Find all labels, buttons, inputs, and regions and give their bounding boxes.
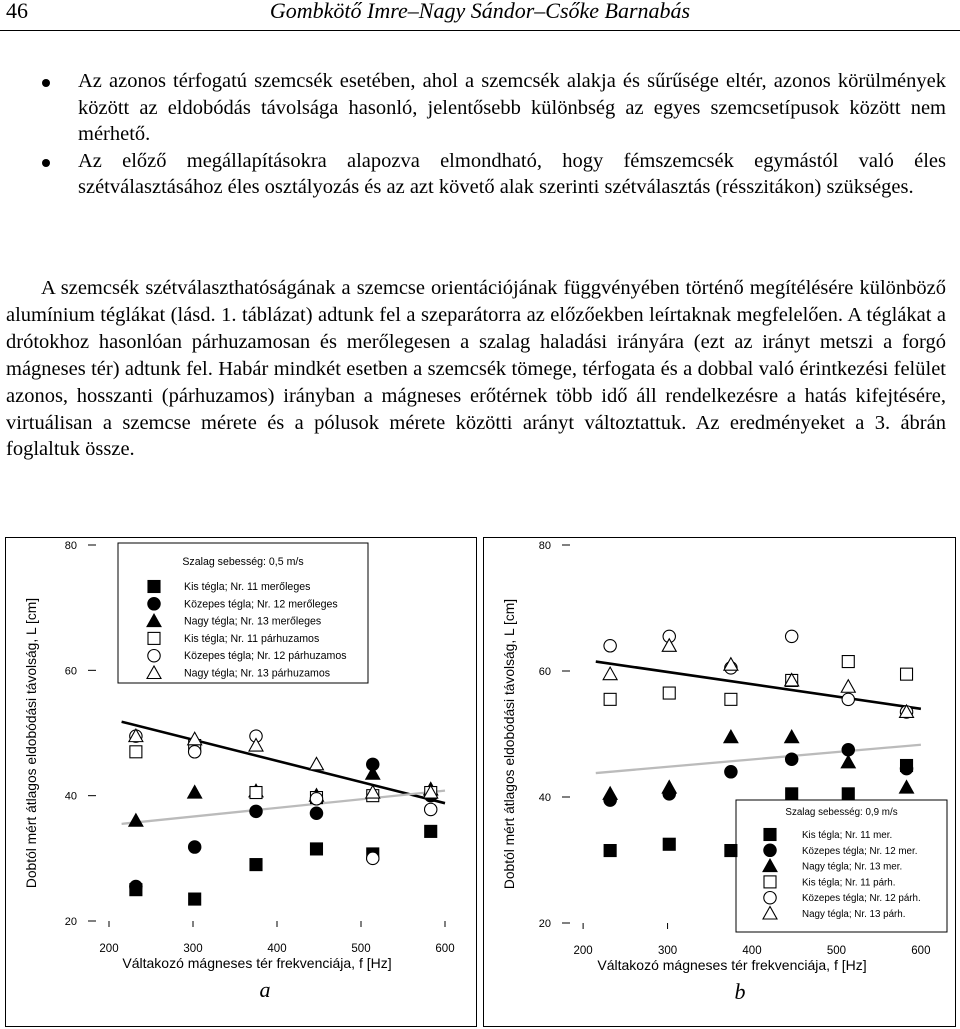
chart-b (484, 538, 955, 1026)
legend-filled-square-icon (148, 581, 160, 593)
x-axis-label: Váltakozó mágneses tér frekvenciája, f [Hz] (122, 955, 392, 971)
bullet-text: Az azonos térfogatú szemcsék esetében, ahol a szemcsék alakja és sűrűsége eltér, azonos körülmények között az eldobódás távolsága hasonló, jelentősebb különbség az egyes szemcsetípusok között nem mérhető. (78, 70, 946, 146)
x-tick-label: 200 (573, 945, 593, 957)
data-point (663, 838, 675, 850)
y-tick-label: 80 (64, 540, 77, 552)
chart-a (6, 538, 476, 1026)
data-point (250, 859, 262, 871)
data-point (842, 788, 854, 800)
data-point (188, 841, 200, 853)
y-tick-label: 20 (64, 916, 77, 928)
bullet-list (40, 68, 946, 201)
data-point (129, 814, 143, 827)
y-tick-label: 20 (538, 918, 551, 930)
trend-line (596, 745, 921, 773)
legend-open-square-icon (764, 876, 776, 888)
legend-entry: Nagy tégla; Nr. 13 mer. (802, 861, 903, 873)
x-tick-label: 300 (657, 945, 678, 957)
data-point (725, 845, 737, 857)
data-point (785, 753, 797, 765)
legend-entry: Nagy tégla; Nr. 13 párhuzamos (184, 667, 331, 680)
page-header (0, 0, 960, 31)
data-point (310, 843, 322, 855)
bullet-text: Az előző megállapításokra alapozva elmondható, hogy fémszemcsék egymástól való éles szétválasztásához éles osztályozás és az azt követő alak szerinti szétválasztás (résszitákon) szükséges. (78, 149, 946, 199)
legend-open-circle-icon (148, 650, 160, 662)
data-point (786, 788, 798, 800)
bullet-dot-icon (42, 79, 50, 87)
data-point (841, 680, 855, 693)
running-head: Gombkötő Imre–Nagy Sándor–Csőke Barnabás (269, 0, 691, 23)
data-point (725, 766, 737, 778)
x-tick-label: 600 (911, 945, 931, 957)
bullet-dot-icon (42, 159, 50, 167)
x-tick-label: 200 (99, 943, 119, 955)
data-point (725, 693, 737, 705)
data-point (901, 668, 913, 680)
trend-line (122, 791, 445, 824)
data-point (604, 845, 616, 857)
data-point (250, 805, 262, 817)
data-point (662, 781, 676, 794)
data-point (900, 762, 912, 774)
data-point (842, 693, 854, 705)
y-tick-label: 40 (64, 790, 77, 803)
x-axis-label: Váltakozó mágneses tér frekvenciája, f [Hz] (597, 957, 867, 973)
data-point (842, 744, 854, 756)
data-point (841, 755, 855, 768)
legend-entry: Közepes tégla; Nr. 12 merőleges (184, 598, 338, 611)
data-point (130, 746, 142, 758)
y-axis-label: Dobtól mért átlagos eldobódási távolság, L [cm] (502, 598, 517, 890)
data-point (425, 803, 437, 815)
legend-entry: Közepes tégla; Nr. 12 mer. (802, 845, 918, 857)
data-point (130, 880, 142, 892)
y-tick-label: 60 (64, 665, 77, 678)
data-point (842, 656, 854, 668)
y-axis-label: Dobtól mért átlagos eldobódási távolság, L [cm] (24, 597, 39, 889)
legend-entry: Kis tégla; Nr. 11 mer. (802, 830, 893, 841)
x-tick-label: 400 (742, 945, 762, 957)
legend-open-circle-icon (764, 892, 776, 904)
bullet-item (40, 148, 946, 201)
data-point (900, 781, 914, 794)
legend-entry: Közepes tégla; Nr. 12 párhuzamos (184, 650, 347, 663)
data-point (310, 807, 322, 819)
x-tick-label: 600 (435, 943, 455, 955)
trend-line (596, 662, 921, 709)
legend-entry: Kis tégla; Nr. 11 merőleges (184, 581, 311, 593)
bullet-item (40, 68, 946, 148)
legend-entry: Nagy tégla; Nr. 13 merőleges (184, 615, 322, 628)
legend-filled-circle-icon (148, 598, 160, 610)
legend-entry: Kis tégla; Nr. 11 párhuzamos (184, 632, 320, 645)
data-point (250, 787, 262, 799)
data-point (425, 825, 437, 837)
data-point (604, 640, 616, 652)
body-paragraph: A szemcsék szétválaszthatóságának a szemcse orientációjának függvényében történő megítélésére különböző alumínium téglákat (lásd. 1. táblázat) adtunk fel a szeparátorra az előzőekben leírtaknak megfelelően. A téglákat a drótokhoz hasonlóan párhuzamosan és merőlegesen a szalag haladási irányára (ezt az irányt metszi a forgó mágneses tér) adtunk fel. Habár mindkét esetben a szemcsék tömege, térfogata és a dobbal való érintkezési felület azonos, hosszanti (párhuzamos) irányban a mágneses erőtérnek több idő áll rendelkezésre a hatás kifejtésére, virtuálisan a szemcse mérete és a pólusok mérete közötti arányt változtattuk. Az eredményeket a 3. ábrán foglaltuk össze. (6, 277, 946, 461)
data-point (189, 893, 201, 905)
legend-title: Szalag sebesség: 0,9 m/s (785, 807, 898, 818)
legend-filled-square-icon (764, 829, 776, 841)
x-tick-label: 500 (826, 945, 847, 957)
legend-title: Szalag sebesség: 0,5 m/s (182, 556, 304, 568)
data-point (603, 667, 617, 680)
page-number: 46 (6, 0, 28, 23)
legend-entry: Kis tégla; Nr. 11 párh. (802, 877, 896, 889)
legend-filled-circle-icon (764, 844, 776, 856)
data-point (188, 746, 200, 758)
data-point (604, 693, 616, 705)
figure-b (483, 537, 956, 1027)
x-tick-label: 500 (351, 943, 371, 955)
figure-a (5, 537, 477, 1027)
data-point (367, 852, 379, 864)
y-tick-label: 60 (538, 666, 551, 678)
data-point (310, 793, 322, 805)
legend-entry: Közepes tégla; Nr. 12 párh. (802, 893, 921, 905)
y-tick-label: 80 (538, 540, 551, 552)
legend-entry: Nagy tégla; Nr. 13 párh. (802, 909, 906, 920)
data-point (603, 787, 617, 800)
x-tick-label: 300 (183, 943, 203, 955)
legend-open-square-icon (148, 632, 160, 644)
panel-label: a (259, 977, 271, 1002)
data-point (188, 786, 202, 799)
panel-label: b (734, 979, 746, 1004)
trend-line (122, 722, 445, 803)
data-point (724, 730, 738, 743)
x-tick-label: 400 (267, 943, 287, 955)
data-point (663, 687, 675, 699)
data-point (785, 730, 799, 743)
y-tick-label: 40 (538, 792, 551, 804)
data-point (785, 630, 797, 642)
data-point (309, 757, 323, 770)
